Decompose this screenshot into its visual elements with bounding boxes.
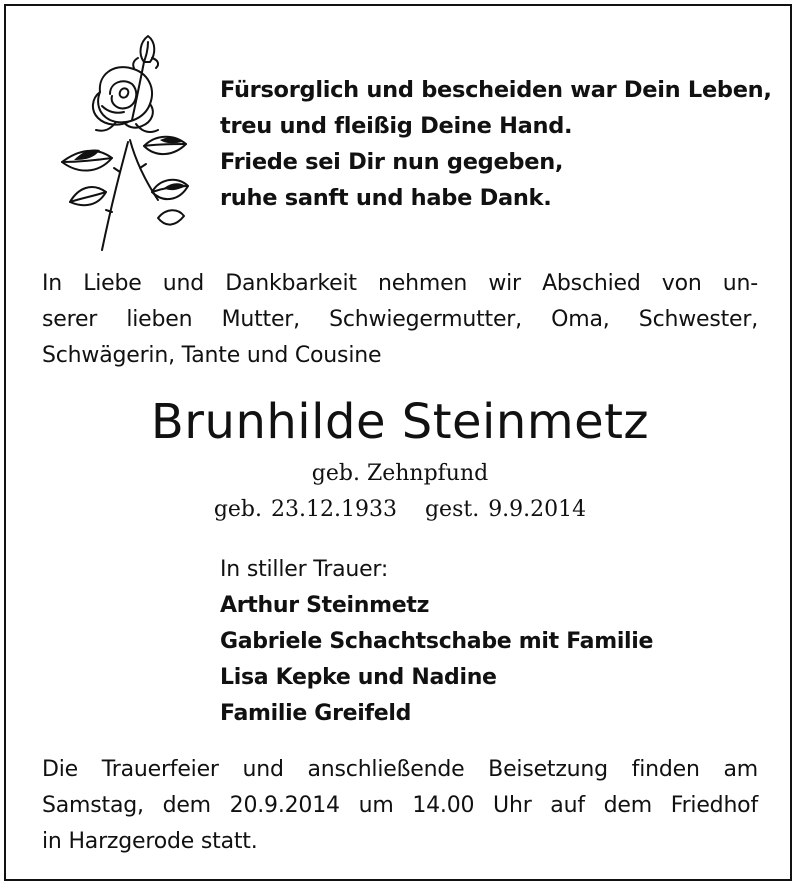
mourners-heading: In stiller Trauer: [220, 557, 389, 582]
poem-line: treu und fleißig Deine Hand. [220, 113, 573, 139]
death-date: gest. 9.9.2014 [424, 497, 587, 522]
deceased-name: Brunhilde Steinmetz [150, 394, 650, 450]
poem [220, 72, 772, 216]
intro-line: In Liebe und Dankbarkeit nehmen wir Abschied von un- [42, 271, 758, 296]
mourner-name: Lisa Kepke und Nadine [220, 665, 497, 690]
mourners-list [220, 552, 653, 732]
poem-line: Fürsorglich und bescheiden war Dein Leben, [220, 77, 772, 103]
service-line: in Harzgerode statt. [42, 829, 258, 854]
life-dates [0, 494, 800, 526]
poem-line: Friede sei Dir nun gegeben, [220, 149, 564, 175]
maiden-name: geb. Zehnpfund [311, 461, 489, 486]
rose-icon [40, 22, 190, 252]
intro-line: Schwägerin, Tante und Cousine [42, 343, 382, 368]
intro-line: serer lieben Mutter, Schwiegermutter, Oma, Schwester, [42, 307, 758, 332]
mourner-name: Arthur Steinmetz [220, 593, 430, 618]
birth-date: geb. 23.12.1933 [213, 497, 397, 522]
intro-paragraph [42, 266, 758, 374]
mourner-name: Gabriele Schachtschabe mit Familie [220, 629, 654, 654]
service-details [42, 752, 758, 860]
service-line: Samstag, dem 20.9.2014 um 14.00 Uhr auf dem Friedhof [42, 793, 758, 818]
service-line: Die Trauerfeier und anschließende Beisetzung finden am [42, 757, 758, 782]
mourner-name: Familie Greifeld [220, 701, 412, 726]
poem-line: ruhe sanft und habe Dank. [220, 185, 552, 211]
